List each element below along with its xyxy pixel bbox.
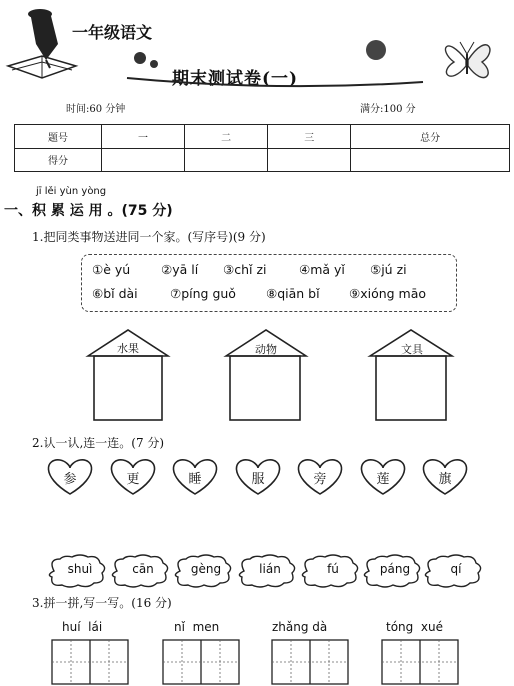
score-cell[interactable] bbox=[268, 148, 351, 172]
heart-character: 更 bbox=[126, 472, 140, 487]
score-cell[interactable] bbox=[351, 148, 510, 172]
heart-character: 旁 bbox=[313, 472, 327, 487]
word-item: ③chǐ zi bbox=[223, 262, 267, 277]
row-header: 得分 bbox=[15, 148, 102, 172]
title-swoosh bbox=[125, 70, 425, 90]
word-item: ⑤jú zi bbox=[370, 262, 407, 277]
row-header: 题号 bbox=[15, 125, 102, 149]
section-title: 一、积 累 运 用 。(75 分) bbox=[4, 203, 173, 219]
ball-icon bbox=[366, 40, 386, 60]
question-3-prompt: 3.拼一拼,写一写。(16 分) bbox=[32, 596, 172, 610]
question-2-prompt: 2.认一认,连一连。(7 分) bbox=[32, 436, 165, 450]
time-limit: 时间:60 分钟 bbox=[66, 104, 126, 115]
writing-grids bbox=[0, 638, 514, 686]
cloud-pinyin: lián bbox=[259, 562, 281, 576]
column-header: 一 bbox=[102, 125, 185, 149]
word-item: ⑦píng guǒ bbox=[170, 286, 236, 301]
pinyin-prompt: tóng xué bbox=[386, 620, 443, 634]
cloud-pinyin: qí bbox=[450, 562, 462, 576]
word-item: ②yā lí bbox=[161, 262, 199, 277]
ball-icon bbox=[134, 52, 146, 64]
ball-icon bbox=[150, 60, 158, 68]
butterfly-icon bbox=[436, 30, 498, 90]
heart-character: 睡 bbox=[188, 472, 202, 487]
column-header: 三 bbox=[268, 125, 351, 149]
column-header: 二 bbox=[185, 125, 268, 149]
cloud-pinyin: cān bbox=[132, 562, 154, 576]
cloud-pinyin: gèng bbox=[190, 562, 222, 576]
grade-label: 一年级语文 bbox=[72, 23, 153, 42]
page-title: 期末测试卷(一) bbox=[172, 69, 299, 89]
book-pen-illustration bbox=[2, 4, 82, 84]
heart-character: 参 bbox=[63, 472, 77, 487]
score-table bbox=[14, 124, 510, 172]
cloud-pinyin: páng bbox=[379, 562, 411, 576]
heart-character: 莲 bbox=[376, 472, 390, 487]
heart-character: 服 bbox=[251, 472, 265, 487]
score-cell[interactable] bbox=[185, 148, 268, 172]
word-item: ④mǎ yǐ bbox=[299, 262, 345, 277]
column-header: 总分 bbox=[351, 125, 510, 149]
full-score: 满分:100 分 bbox=[360, 104, 416, 115]
word-item: ⑧qiān bǐ bbox=[266, 286, 320, 301]
house-label-fruit: 水果 bbox=[117, 342, 139, 355]
heart-character: 旗 bbox=[438, 472, 452, 487]
question-1-prompt: 1.把同类事物送进同一个家。(写序号)(9 分) bbox=[32, 230, 266, 244]
cloud-pinyin: fú bbox=[327, 562, 339, 576]
section-pinyin: jī lěi yùn yòng bbox=[36, 186, 107, 197]
word-item: ⑥bǐ dài bbox=[92, 286, 138, 301]
house-label-animal: 动物 bbox=[255, 343, 277, 356]
score-cell[interactable] bbox=[102, 148, 185, 172]
pinyin-prompt: zhǎng dà bbox=[272, 620, 328, 634]
cloud-pinyin: shuì bbox=[67, 562, 93, 576]
pinyin-prompt: nǐ men bbox=[174, 620, 220, 634]
house-label-stationery: 文具 bbox=[401, 343, 423, 356]
word-item: ①è yú bbox=[92, 262, 131, 277]
pinyin-prompt: huí lái bbox=[62, 620, 103, 634]
word-item: ⑨xióng māo bbox=[349, 286, 427, 301]
